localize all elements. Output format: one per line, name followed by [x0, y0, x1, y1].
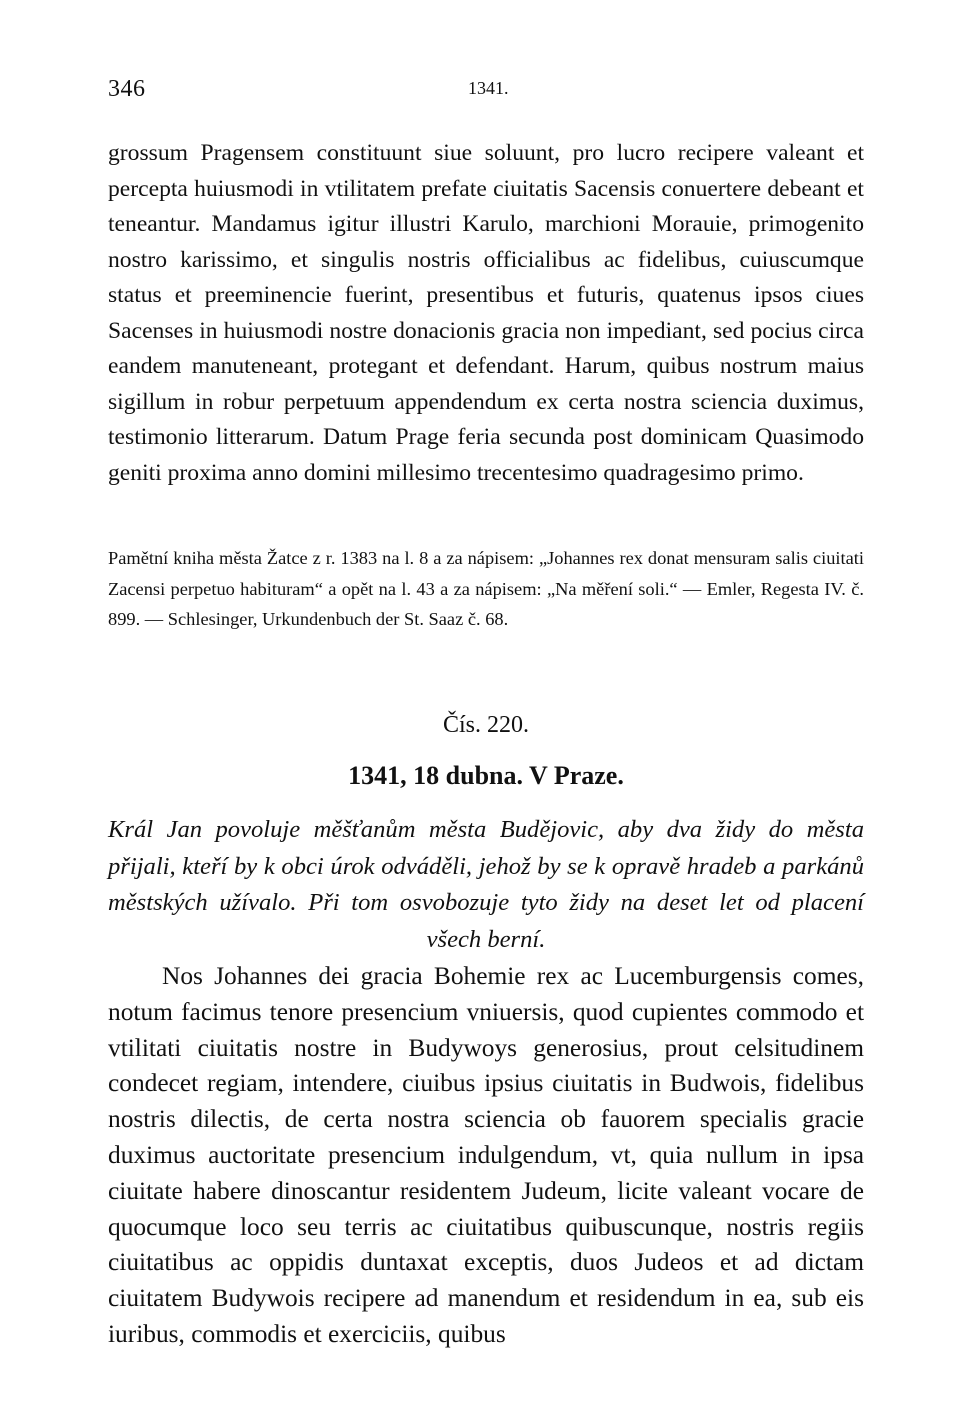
- document-date-place: 1341, 18 dubna. V Praze.: [348, 761, 624, 790]
- document-number: Čís. 220.: [442, 712, 529, 738]
- running-head-year: 1341.: [468, 78, 509, 98]
- charter-text: Nos Johannes dei gracia Bohemie rex ac Lucemburgensis comes, notum facimus tenore presencium vniuersis, quod cupientes commodo et vtilitati ciuitatis nostre in Budywoys generosius, prout celsitudinem condecet regiam, intendere, ciuibus ipsius ciuitatis in Budwois, fidelibus nostris dilectis, de certa nostra sciencia ob fauorem specialis gracie duximus auctoritate presencium indulgendum, vt, quia nullum in ipsa ciuitate habere dinoscantur residentem Judeum, licite valeant vocare de quocumque loco seu terris ac ciuitatibus quibuscunque, nostris regiis ciuitatibus ac oppidis duntaxat exceptis, duos Judeos et ad dictam ciuitatem Budywois recipere ad manendum et residendum in ea, sub eis iuribus, commodis et exerciciis, quibus: [108, 962, 864, 1348]
- source-note: Pamětní kniha města Žatce z r. 1383 na l. 8 a za nápisem: „Johannes rex donat mensuram salis ciuitati Zacensi perpetuo habituram“ a opět na l. 43 a za nápisem: „Na měření soli.“ — Emler, Regesta IV. č. 899. — Schlesinger, Urkundenbuch der St. Saaz č. 68.: [108, 548, 864, 629]
- page-header: [108, 76, 864, 106]
- document-regest: Král Jan povoluje měšťanům města Budějovic, aby dva židy do města přijali, kteří by k obci úrok odváděli, jehož by se k opravě hradeb a parkánů městských užívalo. Při tom osvobozuje tyto židy na deset let od placení všech berní.: [108, 816, 864, 953]
- page-number: 346: [108, 76, 146, 102]
- book-page: [108, 0, 864, 1405]
- continuation-paragraph: grossum Pragensem constituunt siue soluunt, pro lucro recipere valeant et percepta huiusmodi in vtilitatem prefate ciuitatis Sacensis conuertere debeant et teneantur. Mandamus igitur illustri Karulo, marchioni Morauie, primogenito nostro karissimo, et singulis nostris officialibus ac fidelibus, cuiuscumque status et preeminencie fuerint, presentibus et futuris, quatenus ipsos ciues Sacenses in huiusmodi nostre donacionis gracia non impediant, sed pocius circa eandem manuteneant, protegant et defendant. Harum, quibus nostrum maius sigillum in robur perpetuum appendendum ex certa nostra sciencia duximus, testimonio litterarum. Datum Prage feria secunda post dominicam Quasimodo geniti proxima anno domini millesimo trecentesimo quadragesimo primo.: [108, 140, 864, 486]
